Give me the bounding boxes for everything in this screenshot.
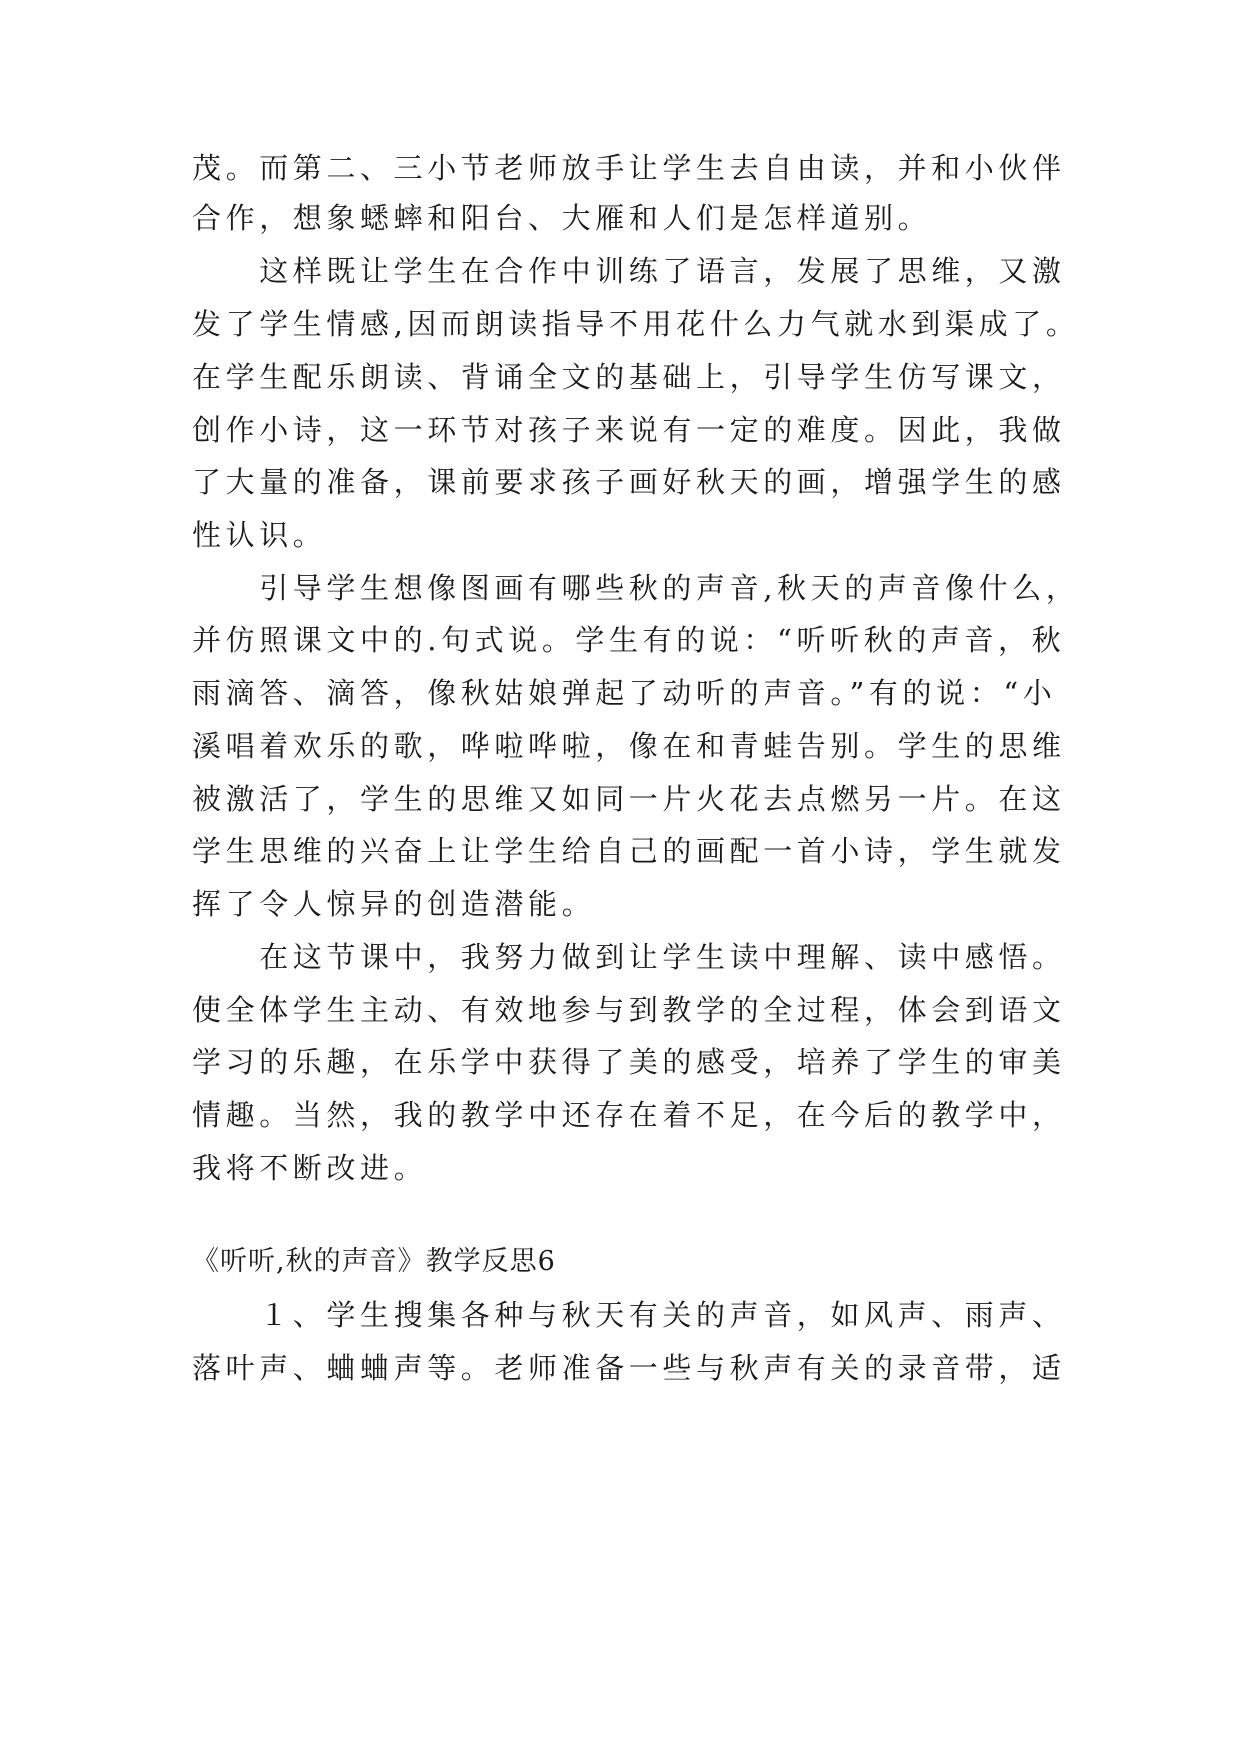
paragraph-line: 创作小诗，这一环节对孩子来说有一定的难度。因此，我做 [192,413,1066,447]
paragraph-line: 性认识。 [192,518,327,552]
paragraph-line: 引导学生想像图画有哪些秋的声音,秋天的声音像什么， [192,571,1080,605]
paragraph-line: 了大量的准备，课前要求孩子画好秋天的画，增强学生的感 [192,465,1066,499]
paragraph-line: 学生思维的兴奋上让学生给自己的画配一首小诗，学生就发 [192,834,1066,868]
paragraph-line: 并仿照课文中的.句式说。学生有的说：“听听秋的声音，秋 [192,623,1066,657]
paragraph-line: 挥了令人惊异的创造潜能。 [192,887,596,921]
paragraph-line: 茂。而第二、三小节老师放手让学生去自由读，并和小伙伴 [192,151,1066,185]
paragraph-line: 使全体学生主动、有效地参与到教学的全过程，体会到语文 [192,993,1066,1027]
paragraph-line: 合作，想象蟋蟀和阳台、大雁和人们是怎样道别。 [192,201,932,235]
section-title: 《听听,秋的声音》教学反思6 [192,1246,556,1277]
paragraph-line: 雨滴答、滴答，像秋姑娘弹起了动听的声音。”有的说：“小 [192,676,1057,710]
paragraph-line: 情趣。当然，我的教学中还存在着不足，在今后的教学中， [192,1098,1066,1132]
paragraph-line: １、学生搜集各种与秋天有关的声音，如风声、雨声、 [192,1298,1066,1332]
paragraph-line: 学习的乐趣，在乐学中获得了美的感受，培养了学生的审美 [192,1045,1066,1079]
paragraph-line: 被激活了，学生的思维又如同一片火花去点燃另一片。在这 [192,782,1066,816]
paragraph-line: 落叶声、蛐蛐声等。老师准备一些与秋声有关的录音带，适 [192,1351,1066,1385]
paragraph-line: 在学生配乐朗读、背诵全文的基础上，引导学生仿写课文， [192,360,1066,394]
paragraph-line: 这样既让学生在合作中训练了语言，发展了思维，又激 [192,254,1066,288]
paragraph-line: 我将不断改进。 [192,1151,428,1185]
paragraph-line: 发了学生情感,因而朗读指导不用花什么力气就水到渠成了。 [192,307,1080,341]
paragraph-line: 在这节课中，我努力做到让学生读中理解、读中感悟。 [192,940,1066,974]
paragraph-line: 溪唱着欢乐的歌，哗啦哗啦，像在和青蛙告别。学生的思维 [192,729,1066,763]
